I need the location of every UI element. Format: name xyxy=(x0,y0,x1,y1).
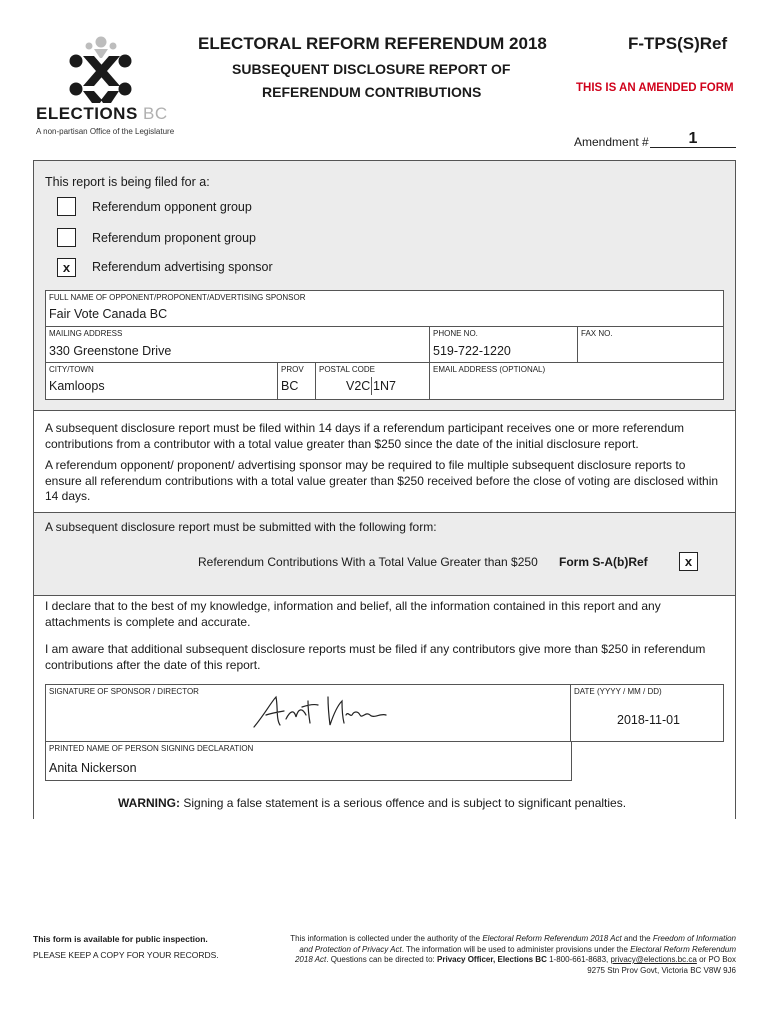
logo-wordmark-primary: ELECTIONS xyxy=(36,104,138,123)
signature-image xyxy=(246,689,396,735)
fax-label: FAX NO. xyxy=(581,329,613,338)
privacy-contact: Privacy Officer, Elections BC xyxy=(437,955,547,964)
privacy-act-3: Electoral Reform Referendum 2018 Act xyxy=(294,944,736,964)
phone-label: PHONE NO. xyxy=(433,329,478,338)
info-paragraph-2: A referendum opponent/ proponent/ advertising sponsor may be required to file multiple subsequent disclosure reports to ensure all referendum contributions with a total value greater than $250 received before the close of voting are disclosed within 14 days. xyxy=(45,458,719,503)
elections-bc-logo xyxy=(36,36,186,138)
province-value: BC xyxy=(281,379,299,393)
printed-name-label: PRINTED NAME OF PERSON SIGNING DECLARATION xyxy=(49,744,254,753)
privacy-notice xyxy=(280,934,736,976)
amendment-label: Amendment # xyxy=(574,135,649,149)
keep-copy-note: PLEASE KEEP A COPY FOR YOUR RECORDS. xyxy=(33,950,219,960)
full-name-field[interactable] xyxy=(46,291,723,326)
postal-code-part2: 1N7 xyxy=(373,379,396,393)
mailing-address-value: 330 Greenstone Drive xyxy=(49,344,172,358)
date-field[interactable] xyxy=(570,684,724,742)
mailing-address-field[interactable] xyxy=(46,327,429,362)
city-value: Kamloops xyxy=(49,379,105,393)
opponent-group-label: Referendum opponent group xyxy=(92,200,252,214)
privacy-text-4: . Questions can be directed to: xyxy=(326,955,435,964)
form-item-code: Form S-A(b)Ref xyxy=(559,555,648,569)
advertising-sponsor-label: Referendum advertising sponsor xyxy=(92,260,273,274)
form-title: ELECTORAL REFORM REFERENDUM 2018 xyxy=(198,34,547,53)
full-name-label: FULL NAME OF OPPONENT/PROPONENT/ADVERTISING SPONSOR xyxy=(49,293,306,302)
province-field[interactable] xyxy=(278,363,315,399)
signature-label: SIGNATURE OF SPONSOR / DIRECTOR xyxy=(49,687,199,696)
form-sab-checkbox[interactable]: x xyxy=(679,552,698,571)
privacy-text-5: or PO Box 9275 Stn Prov Govt, Victoria BC V8W 9J6 xyxy=(587,955,736,975)
amendment-number: 1 xyxy=(688,130,698,147)
warning-message: Signing a false statement is a serious offence and is subject to significant penalties. xyxy=(183,796,627,810)
phone-value: 519-722-1220 xyxy=(433,344,511,358)
email-field[interactable] xyxy=(430,363,723,399)
advertising-sponsor-checkbox[interactable]: x xyxy=(57,258,76,277)
date-value: 2018-11-01 xyxy=(617,713,681,727)
privacy-act-1: Electoral Reform Referendum 2018 Act xyxy=(482,934,622,943)
postal-code-part1: V2C xyxy=(346,379,371,393)
mailing-address-label: MAILING ADDRESS xyxy=(49,329,123,338)
amended-notice: THIS IS AN AMENDED FORM xyxy=(576,82,734,94)
logo-wordmark-secondary: BC xyxy=(143,104,168,123)
phone-field[interactable] xyxy=(430,327,577,362)
declaration-paragraph-2: I am aware that additional subsequent disclosure reports must be filed if any contributors give more than $250 in referendum contributions after the date of this report. xyxy=(45,642,706,672)
logo-tagline: A non-partisan Office of the Legislature xyxy=(36,127,175,136)
sponsor-details xyxy=(45,290,724,400)
declaration-paragraph-1: I declare that to the best of my knowledge, information and belief, all the information contained in this report and any attachments is complete and accurate. xyxy=(45,599,661,629)
province-label: PROV xyxy=(281,365,304,374)
form-item-label: Referendum Contributions With a Total Value Greater than $250 xyxy=(198,555,538,569)
full-name-value: Fair Vote Canada BC xyxy=(49,307,168,321)
opponent-group-checkbox[interactable] xyxy=(57,197,76,216)
privacy-text-2: and the xyxy=(623,934,651,943)
city-field[interactable] xyxy=(46,363,277,399)
amendment-number-field[interactable] xyxy=(650,130,736,148)
privacy-text-3: . The information will be used to administer provisions under the xyxy=(401,944,628,954)
email-label: EMAIL ADDRESS (OPTIONAL) xyxy=(433,365,546,374)
form-code: F-TPS(S)Ref xyxy=(628,34,728,53)
warning-text xyxy=(118,796,626,810)
privacy-text-1: This information is collected under the authority of the xyxy=(290,934,481,943)
warning-label: WARNING: xyxy=(118,796,180,810)
privacy-email-link[interactable]: privacy@elections.bc.ca xyxy=(610,955,697,964)
form-subtitle-line1: SUBSEQUENT DISCLOSURE REPORT OF xyxy=(232,61,511,77)
public-inspection-note: This form is available for public inspection. xyxy=(33,934,208,944)
info-paragraph-1: A subsequent disclosure report must be filed within 14 days if a referendum participant receives one or more referendum contributions from a contributor with a total value greater than $250 since the date of the initial disclosure report. xyxy=(45,421,684,451)
fax-field[interactable] xyxy=(578,327,723,362)
signature-field[interactable] xyxy=(45,684,572,742)
proponent-group-label: Referendum proponent group xyxy=(92,231,257,245)
printed-name-value: Anita Nickerson xyxy=(49,761,137,775)
form-subtitle-line2: REFERENDUM CONTRIBUTIONS xyxy=(262,84,482,100)
postal-code-field[interactable] xyxy=(316,363,429,399)
elections-bc-emblem-icon xyxy=(36,36,186,106)
privacy-act-2: Freedom of Information and Protection of Privacy Act xyxy=(299,934,736,954)
proponent-group-checkbox[interactable] xyxy=(57,228,76,247)
postal-code-label: POSTAL CODE xyxy=(319,365,376,374)
city-label: CITY/TOWN xyxy=(49,365,94,374)
date-label: DATE (YYYY / MM / DD) xyxy=(574,687,662,696)
forms-intro: A subsequent disclosure report must be submitted with the following form: xyxy=(45,520,437,534)
privacy-phone: 1-800-661-8683, xyxy=(549,955,609,964)
filing-for-prompt: This report is being filed for a: xyxy=(45,175,210,189)
printed-name-field[interactable] xyxy=(45,741,572,781)
